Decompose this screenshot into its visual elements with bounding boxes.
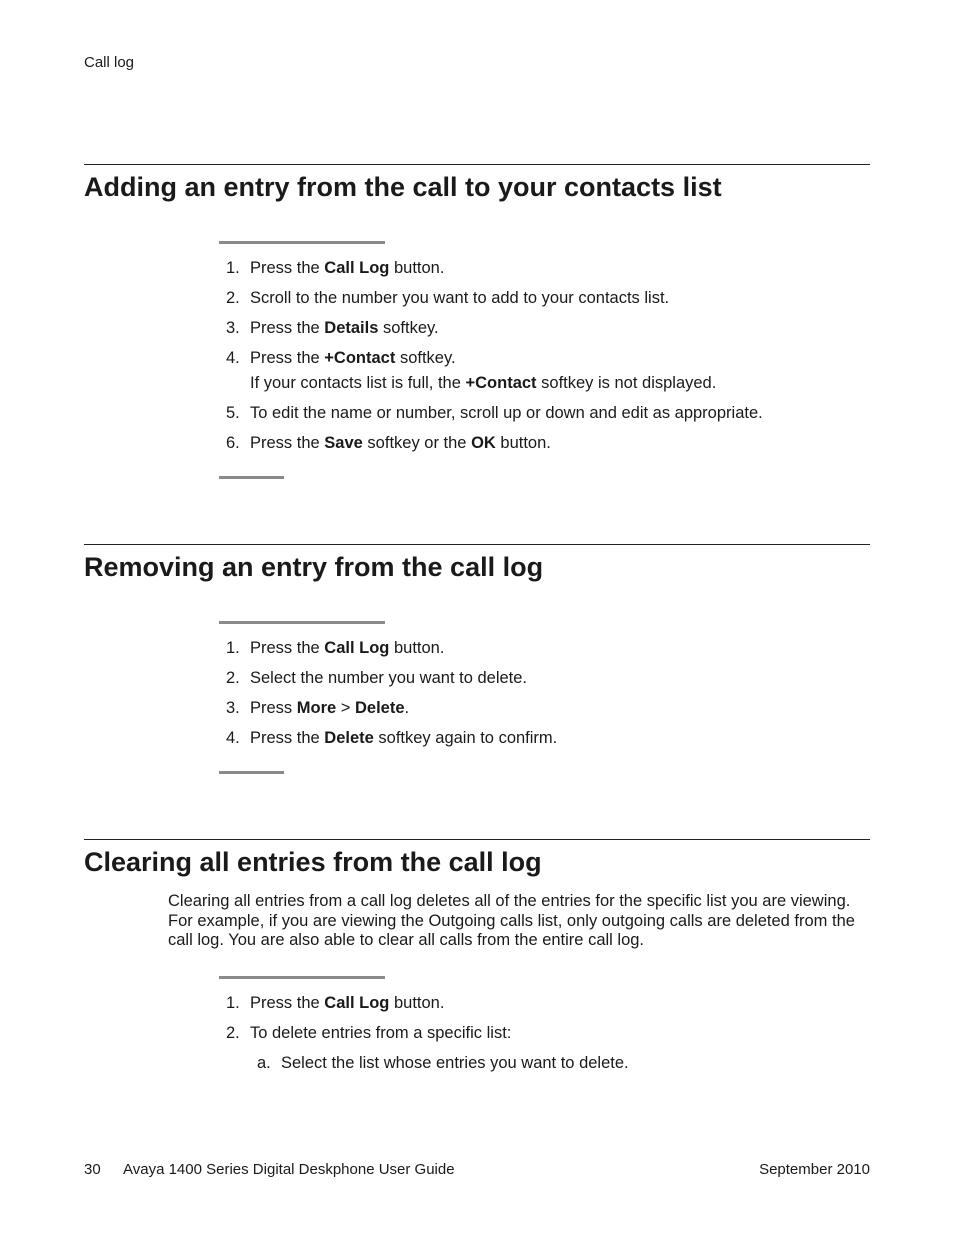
step-number: 1.	[226, 994, 240, 1012]
step-number: 5.	[226, 404, 240, 422]
step-number: 3.	[226, 699, 240, 717]
step-item	[219, 348, 859, 393]
step-text: Press the	[250, 434, 325, 452]
step-text: Press	[250, 699, 297, 717]
step-item	[219, 668, 859, 688]
step-item	[219, 258, 859, 278]
step-text: button.	[495, 434, 551, 452]
step-number: 1.	[226, 259, 240, 277]
procedure-end-bar	[219, 771, 284, 774]
substep-letter: a.	[257, 1054, 271, 1072]
step-text: softkey.	[395, 349, 456, 367]
step-number: 1.	[226, 639, 240, 657]
footer-date: September 2010	[759, 1161, 870, 1178]
ui-term: +Contact	[324, 349, 396, 367]
page-number: 30	[84, 1161, 101, 1178]
ui-term: Call Log	[324, 259, 390, 277]
procedure-start-bar	[219, 976, 385, 979]
note-text: If your contacts list is full, the	[250, 374, 466, 392]
step-item	[219, 728, 859, 748]
section-title-removing-entry: Removing an entry from the call log	[84, 552, 544, 582]
step-text: softkey or the	[362, 434, 472, 452]
step-text: Press the	[250, 349, 325, 367]
section-divider	[84, 544, 870, 545]
section-divider	[84, 164, 870, 165]
ui-term: Delete	[324, 729, 374, 747]
step-number: 2.	[226, 289, 240, 307]
ui-term: Delete	[355, 699, 405, 717]
step-item	[219, 433, 859, 453]
step-item	[219, 288, 859, 308]
step-text: Press the	[250, 729, 325, 747]
section-intro-paragraph: Clearing all entries from a call log deletes all of the entries for the specific list you are viewing. For example, if you are viewing the Outgoing calls list, only outgoing calls are deleted from the call log. You are also able to clear all calls from the entire call log.	[168, 892, 855, 949]
ui-term: Call Log	[324, 994, 390, 1012]
ui-term: OK	[471, 434, 496, 452]
ui-term: +Contact	[465, 374, 537, 392]
step-number: 2.	[226, 669, 240, 687]
procedure-end-bar	[219, 476, 284, 479]
step-number: 4.	[226, 349, 240, 367]
ui-term: Save	[324, 434, 363, 452]
section-title-clearing-entries: Clearing all entries from the call log	[84, 847, 542, 877]
step-text: To edit the name or number, scroll up or down and edit as appropriate.	[250, 404, 763, 422]
note-text: softkey is not displayed.	[536, 374, 717, 392]
step-item	[219, 318, 859, 338]
step-text: To delete entries from a specific list:	[250, 1024, 512, 1042]
step-item	[219, 1023, 859, 1043]
step-text: button.	[389, 639, 445, 657]
ui-term: Details	[324, 319, 379, 337]
step-text: softkey again to confirm.	[373, 729, 558, 747]
step-item	[219, 993, 859, 1013]
step-number: 2.	[226, 1024, 240, 1042]
substep-item	[219, 1053, 859, 1073]
step-text: button.	[389, 994, 445, 1012]
step-text: Scroll to the number you want to add to your contacts list.	[250, 289, 670, 307]
step-text: Press the	[250, 639, 325, 657]
procedure-start-bar	[219, 621, 385, 624]
step-number: 3.	[226, 319, 240, 337]
step-text: Select the list whose entries you want to delete.	[281, 1054, 629, 1072]
step-text: button.	[389, 259, 445, 277]
steps-list-clearing	[219, 993, 859, 1083]
ui-term: Call Log	[324, 639, 390, 657]
section-title-adding-entry: Adding an entry from the call to your contacts list	[84, 172, 722, 202]
step-item	[219, 698, 859, 718]
step-item	[219, 638, 859, 658]
procedure-start-bar	[219, 241, 385, 244]
steps-list-adding	[219, 258, 859, 463]
step-item	[219, 403, 859, 423]
step-text: >	[336, 699, 355, 717]
step-text: Select the number you want to delete.	[250, 669, 528, 687]
ui-term: More	[296, 699, 337, 717]
step-text: Press the	[250, 319, 325, 337]
step-text: Press the	[250, 259, 325, 277]
step-note	[250, 373, 859, 393]
section-divider	[84, 839, 870, 840]
running-header: Call log	[84, 54, 135, 71]
footer-doc-title: Avaya 1400 Series Digital Deskphone User Guide	[123, 1161, 455, 1178]
steps-list-removing	[219, 638, 859, 758]
step-text: softkey.	[378, 319, 439, 337]
step-text: .	[404, 699, 410, 717]
step-number: 4.	[226, 729, 240, 747]
step-text: Press the	[250, 994, 325, 1012]
step-number: 6.	[226, 434, 240, 452]
